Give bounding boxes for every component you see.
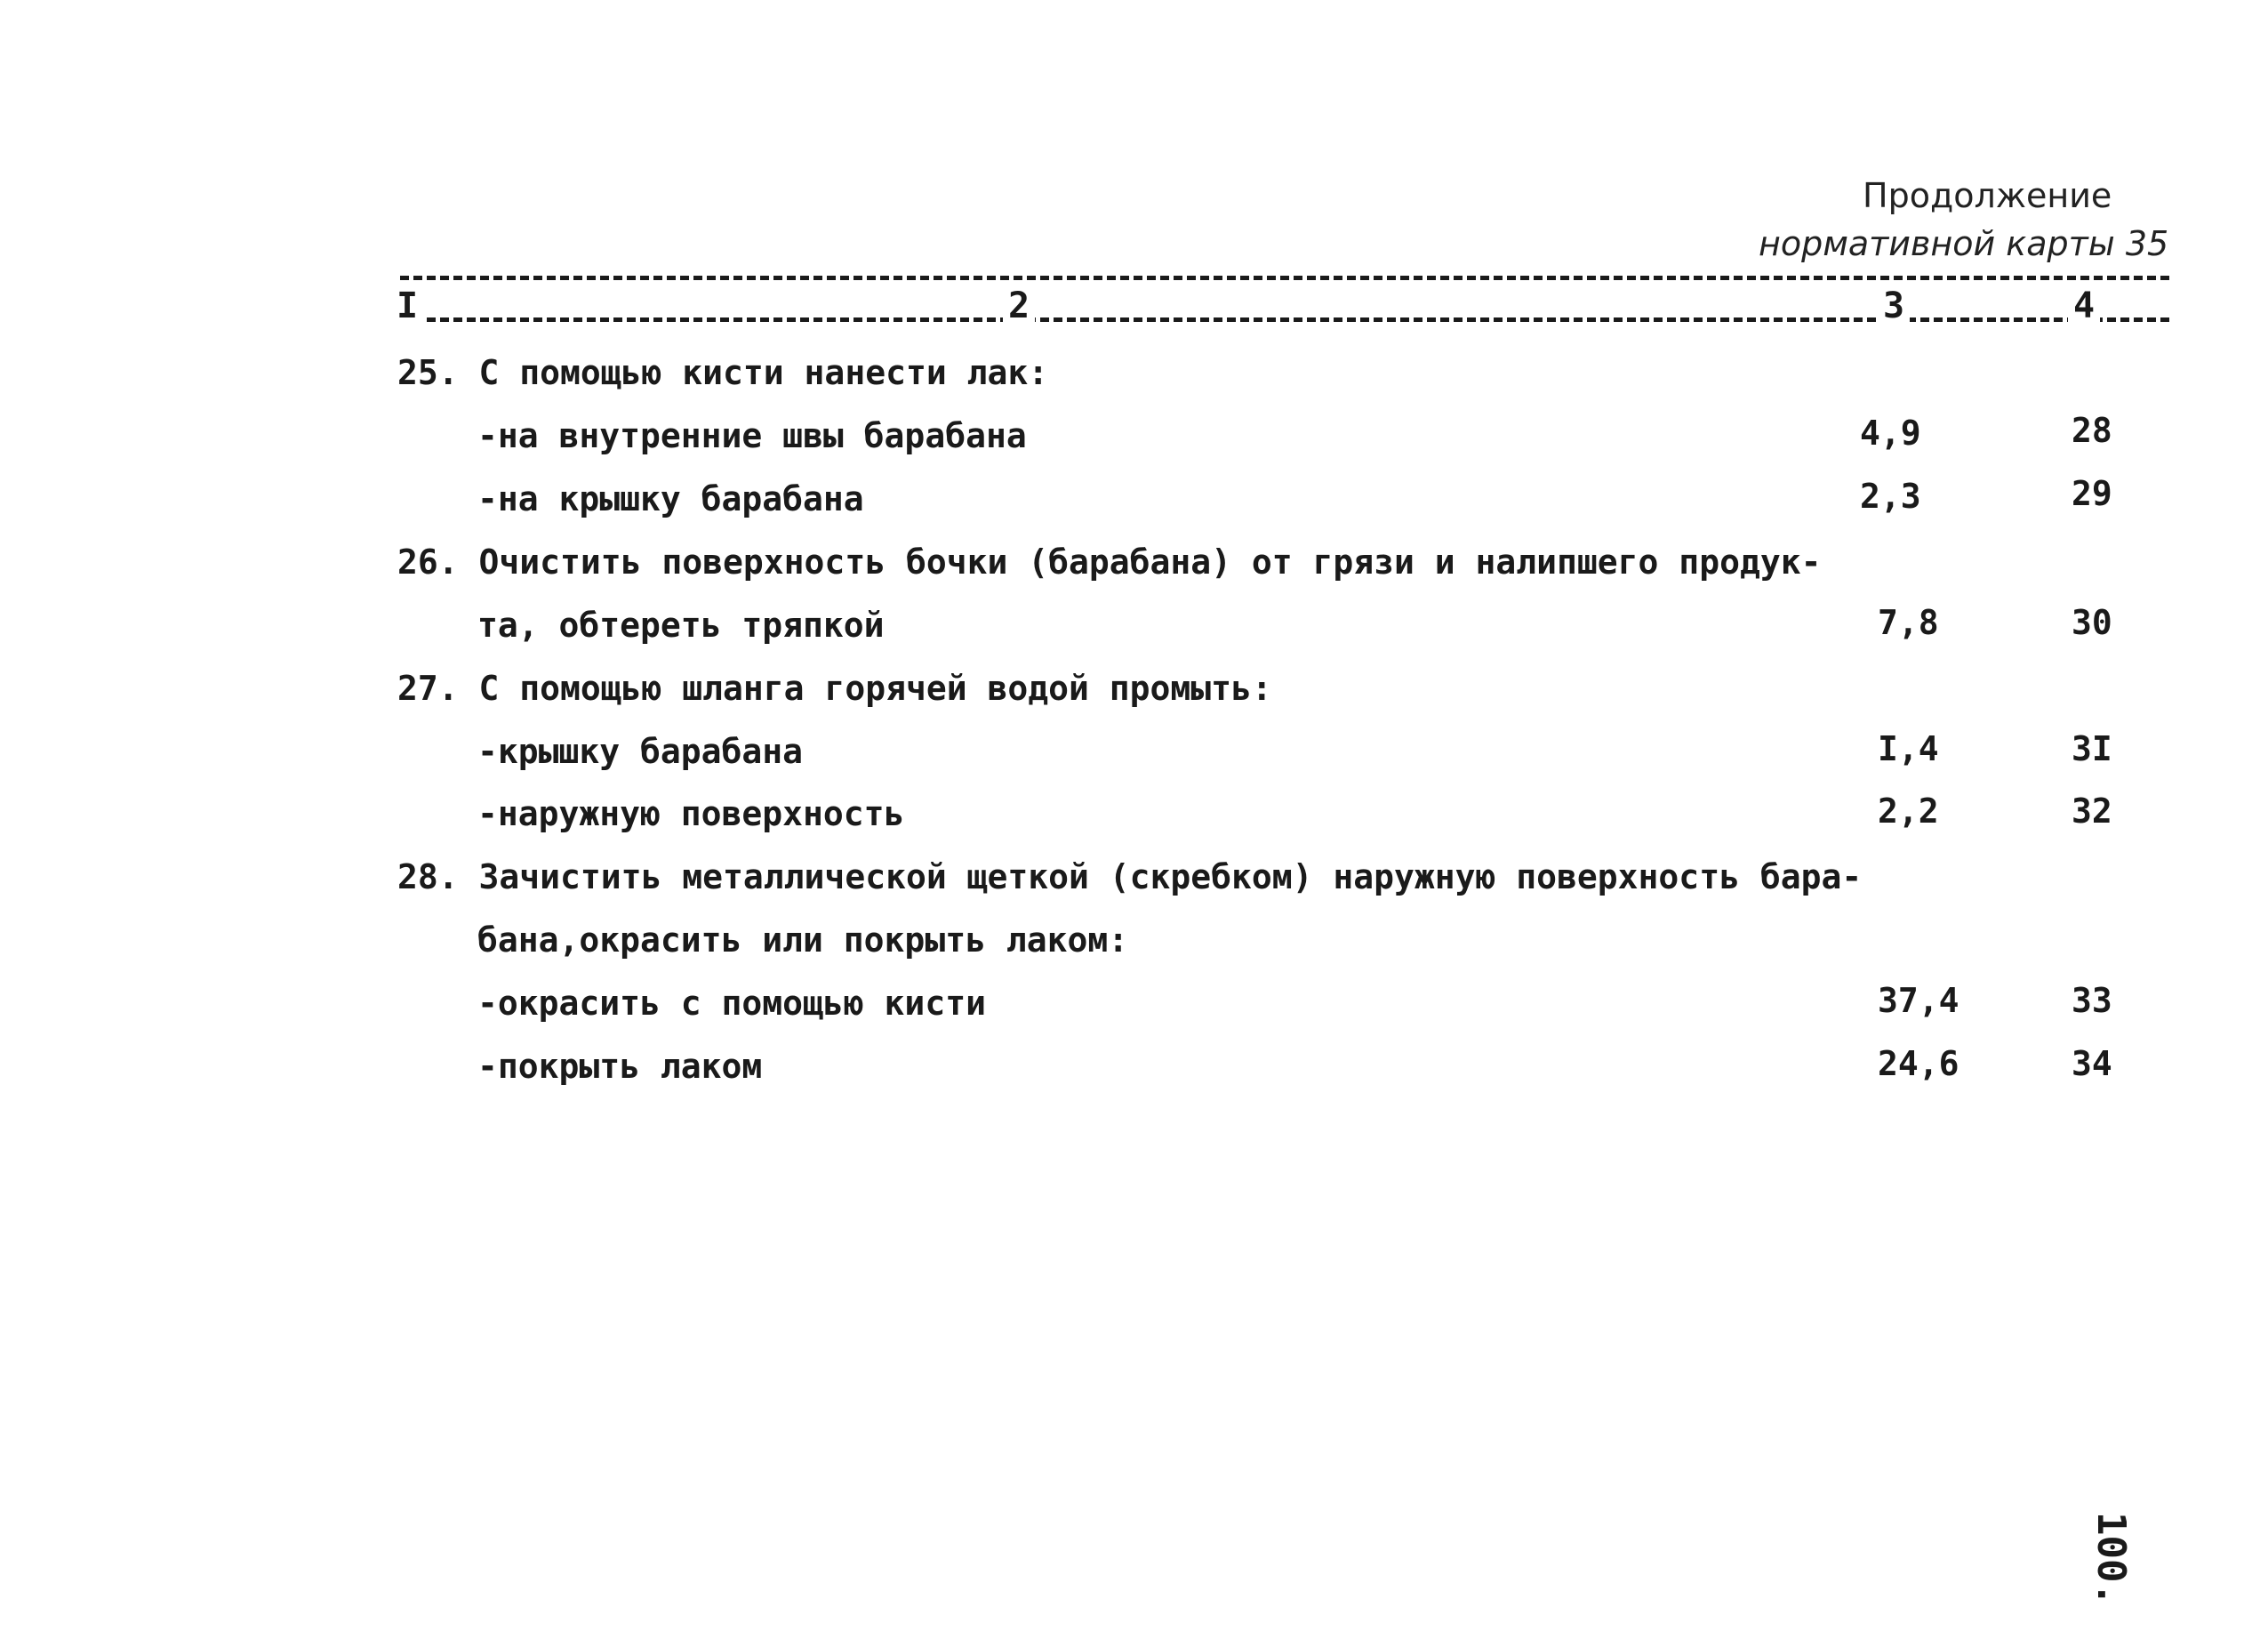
item-27-sub-1-col4: 3I [2072, 729, 2112, 768]
item-27-sub-1-col3: I,4 [1878, 729, 1939, 768]
item-26-cont: та, обтереть тряпкой [477, 606, 885, 645]
item-28-sub-2-col3: 24,6 [1878, 1044, 1959, 1083]
item-26-col3: 7,8 [1878, 603, 1939, 642]
item-28-sub-1: -окрасить с помощью кисти [477, 984, 986, 1023]
column-4-number: 4 [2068, 286, 2100, 325]
header-rule-top [400, 276, 2169, 280]
column-2-number: 2 [1003, 286, 1035, 325]
item-28-sub-2: -покрыть лаком [477, 1047, 763, 1086]
item-28-sub-1-col3: 37,4 [1878, 981, 1959, 1020]
continuation-heading: Продолжение [1863, 176, 2112, 215]
card-title: нормативной карты 35 [1759, 224, 2169, 263]
item-27-sub-2: -наружную поверхность [477, 794, 905, 833]
item-25-sub-1-col3: 4,9 [1860, 414, 1921, 453]
item-28-sub-2-col4: 34 [2072, 1044, 2112, 1083]
item-25-sub-2: -на крышку барабана [477, 479, 864, 518]
item-27-sub-1: -крышку барабана [477, 732, 804, 771]
item-25-sub-2-col3: 2,3 [1860, 477, 1921, 516]
item-28-sub-1-col4: 33 [2072, 981, 2112, 1020]
page-number: 100. [2088, 1512, 2134, 1606]
item-25-title: 25. С помощью кисти нанести лак: [397, 353, 1049, 392]
item-25-sub-1: -на внутренние швы барабана [477, 416, 1027, 455]
item-25-sub-1-col4: 28 [2072, 411, 2112, 450]
column-1-number: I [391, 286, 423, 325]
item-28-cont: бана,окрасить или покрыть лаком: [477, 920, 1129, 960]
item-26-col4: 30 [2072, 603, 2112, 642]
column-3-number: 3 [1878, 286, 1910, 325]
item-27-title: 27. С помощью шланга горячей водой промыть: [397, 669, 1272, 708]
item-26-title: 26. Очистить поверхность бочки (барабана) от грязи и налипшего продук- [397, 542, 1822, 582]
item-27-sub-2-col4: 32 [2072, 791, 2112, 831]
item-27-sub-2-col3: 2,2 [1878, 791, 1939, 831]
item-25-sub-2-col4: 29 [2072, 474, 2112, 513]
item-28-title: 28. Зачистить металлической щеткой (скребком) наружную поверхность бара- [397, 857, 1863, 896]
